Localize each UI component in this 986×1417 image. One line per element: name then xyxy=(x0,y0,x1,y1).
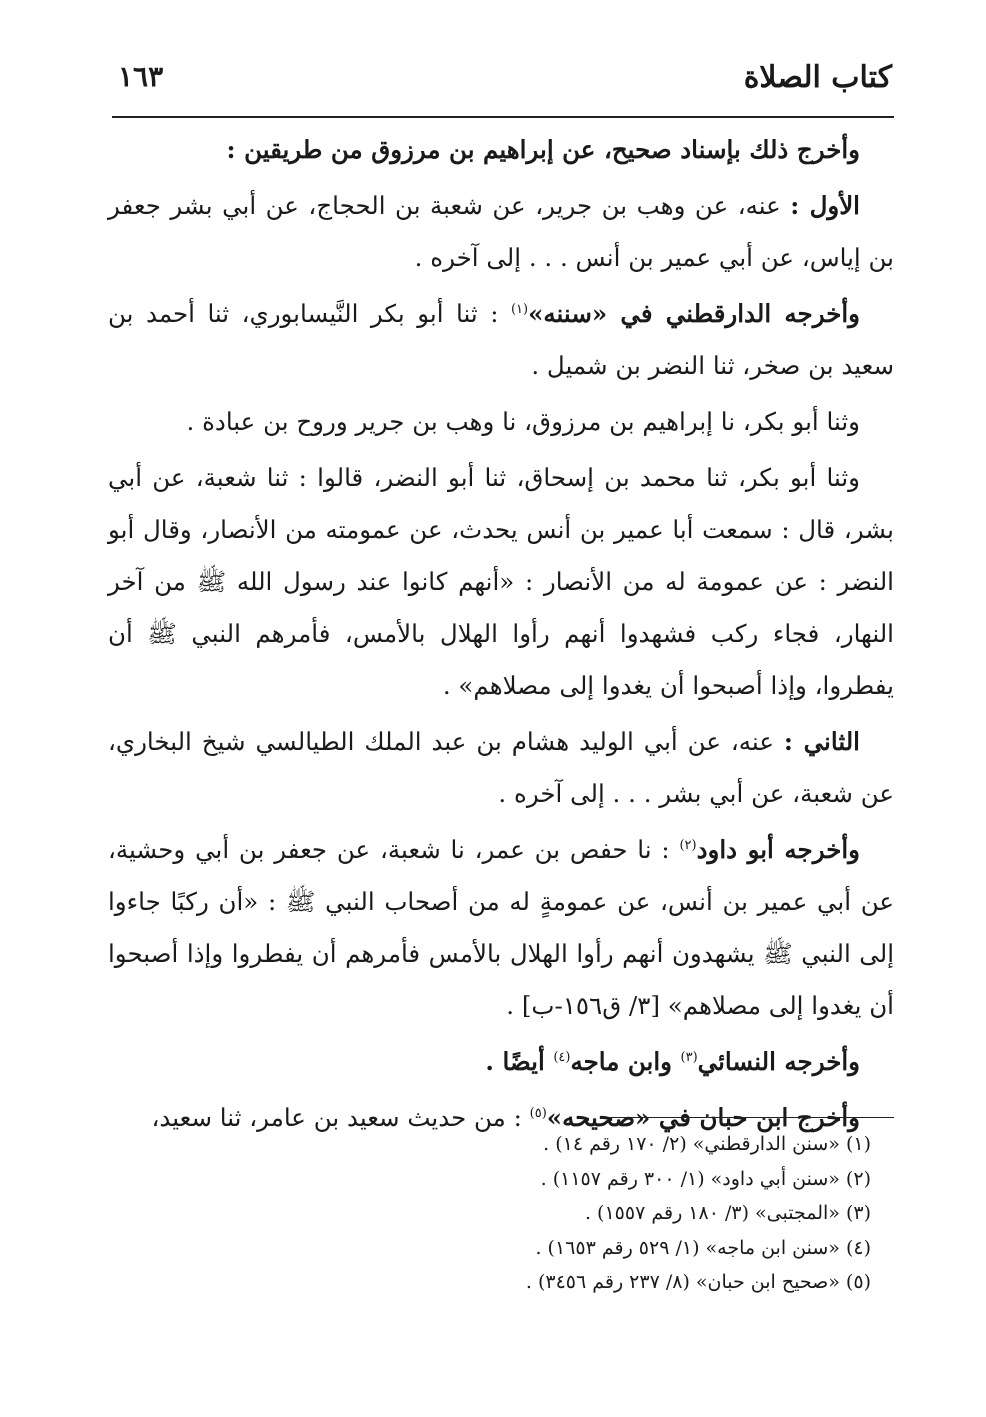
paragraph-lead: الأول : xyxy=(790,191,860,220)
paragraph-lead: وأخرج ابن حبان في «صحيحه» xyxy=(546,1103,860,1132)
footnote-ref[interactable]: (١) xyxy=(510,301,529,317)
main-text xyxy=(108,124,894,1148)
paragraph-intro xyxy=(108,124,894,176)
paragraph-text: وثنا أبو بكر، ثنا محمد بن إسحاق، ثنا أبو النضر، قالوا : ثنا شعبة، عن أبي بشر، قال : سمعت أبا عمير بن أنس يحدث، عن عمومته من الأنصار، وقال أبو النضر : عن عمومة له من الأنصار : «أنهم كانوا عند رسول الله ﷺ من آخر النهار، فجاء ركب فشهدوا أنهم رأوا الهلال بالأمس، فأمرهم النبي ﷺ أن يفطروا، وإذا أصبحوا أن يغدوا إلى مصلاهم» . xyxy=(108,463,894,700)
paragraph-lead: وأخرجه الدارقطني في «سننه» xyxy=(528,299,860,328)
header-rule xyxy=(112,116,894,118)
paragraph-daraqutni xyxy=(108,288,894,392)
footnote-ref[interactable]: (٢) xyxy=(679,837,697,853)
footnote-2: (٢) «سنن أبي داود» (١/ ٣٠٠ رقم ١١٥٧) . xyxy=(540,1167,871,1190)
footnote-ref[interactable]: (٥) xyxy=(529,1105,547,1121)
paragraph-text: : من حديث سعيد بن عامر، ثنا سعيد، xyxy=(151,1103,530,1132)
paragraph-chain-2 xyxy=(108,396,894,448)
footnote-4: (٤) «سنن ابن ماجه» (١/ ٥٢٩ رقم ١٦٥٣) . xyxy=(535,1236,871,1259)
paragraph-lead: وأخرجه النسائي xyxy=(697,1047,860,1076)
footnote-5: (٥) «صحيح ابن حبان» (٨/ ٢٣٧ رقم ٣٤٥٦) . xyxy=(525,1271,871,1293)
paragraph-text: عنه، عن أبي الوليد هشام بن عبد الملك الطيالسي شيخ البخاري، عن شعبة، عن أبي بشر . . . إلى آخره . xyxy=(108,727,894,808)
paragraph-lead: الثاني : xyxy=(783,727,860,756)
paragraph-text: : نا حفص بن عمر، نا شعبة، عن جعفر بن أبي وحشية، عن أبي عمير بن أنس، عن عمومةٍ له من أصحاب النبي ﷺ : «أن ركبًا جاءوا إلى النبي ﷺ يشهدون أنهم رأوا الهلال بالأمس فأمرهم أن يفطروا وإذا أصبحوا أن يغدوا إلى مصلاهم» [٣/ ق١٥٦-ب] . xyxy=(108,835,894,1020)
paragraph-lead-3: أيضًا . xyxy=(485,1047,554,1076)
paragraph-second-route xyxy=(108,716,894,820)
footnote-separator xyxy=(610,1117,894,1118)
footnote-3: (٣) «المجتبى» (٣/ ١٨٠ رقم ١٥٥٧) . xyxy=(584,1202,871,1224)
footnotes xyxy=(300,1127,871,1300)
running-header-title: كتاب الصلاة xyxy=(743,60,892,95)
paragraph-text: عنه، عن وهب بن جرير، عن شعبة بن الحجاج، عن أبي بشر جعفر بن إياس، عن أبي عمير بن أنس . . . إلى آخره . xyxy=(108,191,894,272)
footnote-ref[interactable]: (٣) xyxy=(680,1049,698,1065)
paragraph-first-route xyxy=(108,180,894,284)
paragraph-chain-3 xyxy=(108,452,894,712)
paragraph-lead: وأخرج ذلك بإسناد صحيح، عن إبراهيم بن مرزوق من طريقين : xyxy=(226,135,860,164)
page-number: ١٦٣ xyxy=(118,60,164,93)
footnote-ref[interactable]: (٤) xyxy=(553,1049,571,1065)
paragraph-abu-dawud xyxy=(108,824,894,1032)
paragraph-lead-2: وابن ماجه xyxy=(570,1047,681,1076)
footnote-1: (١) «سنن الدارقطني» (٢/ ١٧٠ رقم ١٤) . xyxy=(543,1133,871,1155)
paragraph-text: : ثنا أبو بكر النَّيسابوري، ثنا أحمد بن سعيد بن صخر، ثنا النضر بن شميل . xyxy=(108,299,894,380)
paragraph-text: وثنا أبو بكر، نا إبراهيم بن مرزوق، نا وهب بن جرير وروح بن عبادة . xyxy=(186,407,860,436)
paragraph-nasai-ibnmajah xyxy=(108,1036,894,1088)
paragraph-lead: وأخرجه أبو داود xyxy=(696,835,860,864)
